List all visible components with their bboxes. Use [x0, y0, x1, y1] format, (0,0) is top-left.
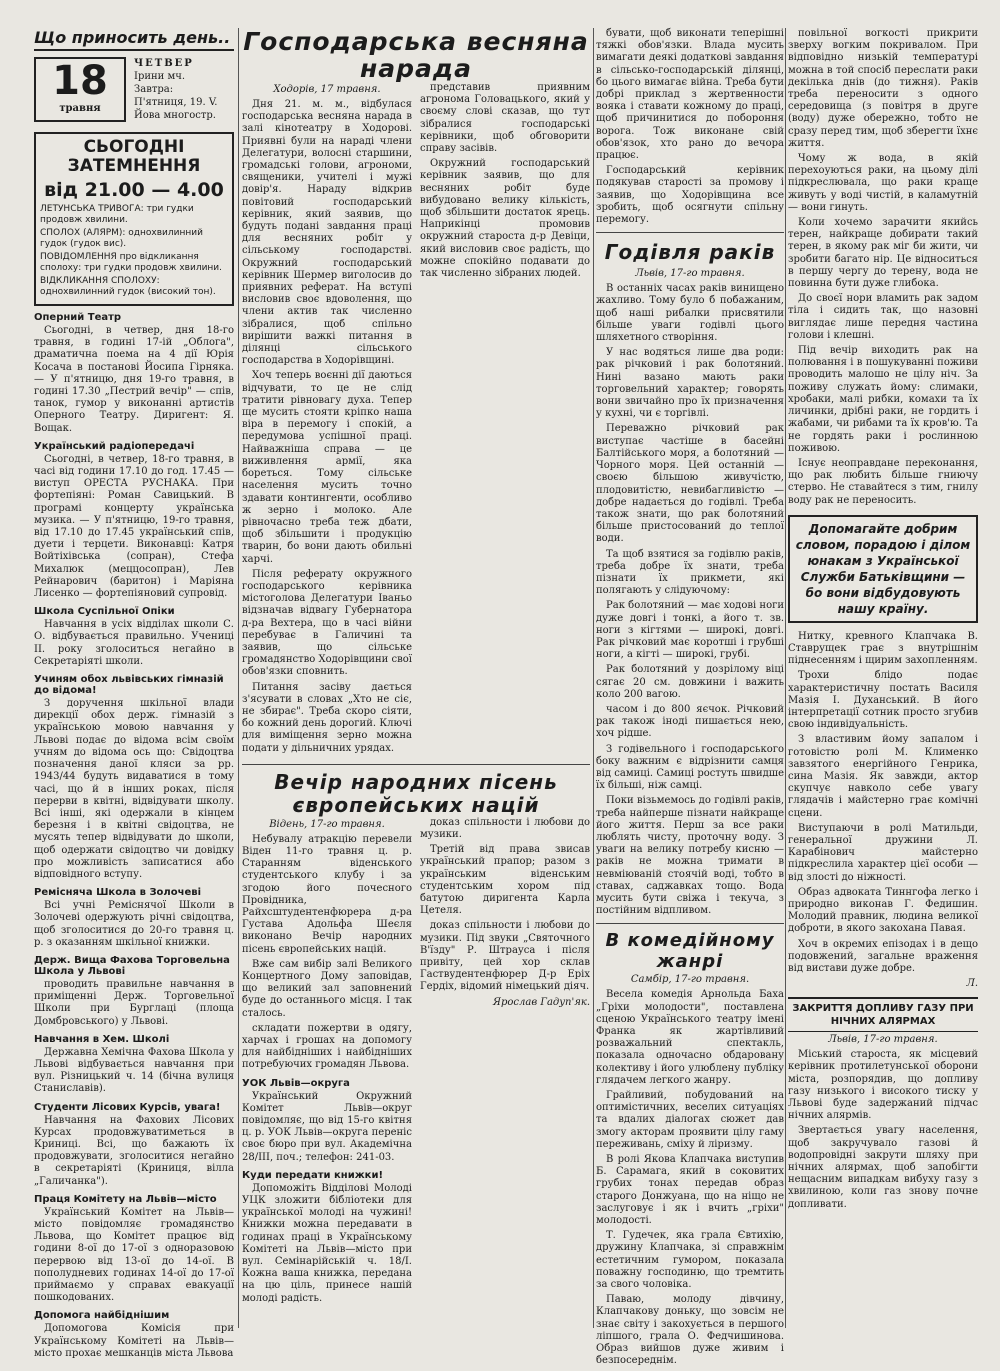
alarm-info: ПОВІДОМЛЕННЯ про відкликання сполоху: три гудки продовж хвилини. [40, 252, 223, 273]
section-title: Праця Комітету на Львів—місто [34, 1193, 217, 1205]
dateline: Львів, 17-го травня. [828, 1034, 938, 1046]
section-title: Ремісняча Школа в Золочеві [34, 887, 202, 899]
paragraph: Хоч в окремих епізодах і в дещо подовжений, загальне враження від вистави дуже добре. [788, 938, 978, 974]
divider [242, 764, 590, 765]
column-1 [34, 28, 234, 1363]
column-3 [596, 28, 784, 1371]
section-text: Сьогодні, в четвер, дня 18-го травня, в годині 17-ій „Облога", драматична поема на 4 дії Юрія Косача в постанові Йосипа Гірняка. — У п'ятницю, дня 19-го травня, в годині 17.30 „Пестрий вечір" — спів, танок, гумор у виконанні артистів Оперного Театру. Диригент: Я. Вощак. [34, 325, 234, 434]
paragraph: Український Окружний Комітет Львів—округ повідомляє, що від 15-го квітня ц. р. УОК Львів—округа переніс своє бюро при вул. Академічна 28/III, поч.; телефон: 241-03. [242, 1090, 412, 1163]
paragraph: Дня 21. м. м., відбулася господарська весняна нарада в залі кінотеатру в Ходорові. Приявні були на нараді члени Делегатури, волосні старшини, громадські голови, агрономи, священики, учителі і мужі довір'я. Нараду відкрив повітовий господарський керівник, який заявив, що будуть подані завдання праці для весняних робіт у сільському господарстві. Окружний господарський керівник Шермер виголосив до приявних реферат. На вступі висловив своє вдоволення, що члени актив так численно зібралися, щоб спільно вирішити важкі питання в ділянці сільського господарства в Ходорівщині. [242, 99, 412, 367]
paragraph: Паваю, молоду дівчину, Клапчакову доньку, що зовсім не знає світу і закохується в першого ліпшого, грала О. Федчишинова. Образ вийшов дуже живим і безпосереднім. [596, 1294, 784, 1367]
alarm-info: ВІДКЛИКАННЯ СПОЛОХУ: однохвилинний гудок (високий тон). [40, 276, 216, 297]
paragraph: Грайливий, побудований на оптимістичних, веселих ситуаціях та вдалих діалогах сюжет дав змогу акторам проявити цілу гаму переживань, сміху й ліризму. [596, 1090, 784, 1150]
divider [596, 923, 784, 924]
section-title: Учиням обох львівських гімназій до відома! [34, 674, 224, 697]
section-text: Український Комітет на Львів—місто повідомляє громадянство Львова, що Комітет працює від години 8-ої до 17-ої з одноразовою перервою від 13-ої до 14-ої. В пополудневих годинах 14-ої до 17-ої приймаємо у справах евакуації пошкодованих. [34, 1206, 234, 1304]
alarm-info: ЛЕТУНСЬКА ТРИВОГА: три гудки продовж хвилини. [40, 204, 194, 225]
paragraph: доказ спільности і любови до музики. [420, 816, 590, 840]
paragraph: повільної вогкості прикрити зверху вогким покривалом. При відповідно низькій температурі можна в той спосіб переслати раки декілька днів (до тижня). Раків треба переносити з одного середовища (з повітря в друге (воду) дуже обережно, тобто не сразу перед тим, щоб зберегти їхнє життя. [788, 28, 978, 149]
paragraph: Весела комедія Арнольда Баха „Гріхи молодости", поставлена сценою Українського театру імені Франка як жартівливий розважальний спектакль, показала одночасно обдаровану колективу і його улюблену публіку глядачем легкого жанру. [596, 989, 784, 1086]
article-subcolumn [242, 82, 412, 758]
paragraph: Господарський керівник подякував старості за промову і заявив, що Ходорівщина все зробить, щоб осягнути спільну перемогу. [596, 165, 784, 226]
article-headline: Вечір народних пісень європейських націй [274, 769, 558, 817]
paragraph: Рак болотяний — має ходові ноги дуже довгі і тонкі, а його т. зв. ноги з кігтями — широкі, довгі. Рак річковий має коротші і грубші ноги, а кігті — широкі, грубі. [596, 600, 784, 661]
paragraph: У нас водяться лише два роди: рак річковий і рак болотяний. Нині вазано мають раки торговельний характер; говорять вони звичайно про їх призначення у кухні, чи є торгівлі. [596, 347, 784, 420]
article-body [242, 817, 590, 1308]
paragraph: доказ спільности і любови до музики. Під звуки „Святочного В'їзду" Р. Штрауса і після привіту, цей хор склав Гаствудентенфюрер Д-р Еріх Гердіх, відомий німецький діяч. [420, 920, 590, 993]
article-subcolumn [420, 82, 590, 758]
paragraph: Хоч теперь воєнні дії даються відчувати, то це не слід тратити рівновагу духа. Тепер ще мусить стояти кріпко наша віра в перемогу і спокій, а передумова успішної праці. Найважніша справа — це виживлення армії, яка бореться. Тому сільське населення мусить точно здавати контингенти, особливо ж зерно і молоко. Але рівночасно треба теж дбати, щоб збільшити і продукцію тварин, бо вони дають обильні харчі. [242, 370, 412, 565]
dateline: Ходорів, 17 травня. [273, 84, 381, 95]
article-headline: Годівля раків [604, 240, 776, 265]
article-subcolumn [242, 817, 412, 1308]
dateline: Самбір, 17-го травня. [630, 974, 750, 986]
section-title: Куди передати книжки! [242, 1169, 384, 1181]
daily-header: Що приносить день.. [34, 28, 234, 51]
paragraph: Небувалу атракцію перевели Віден 11-го травня ц. р. Старанням віденського студентського клубу і за згодою його почесного Провідника, Райхсштудентенфюрера д-ра Густава Адольфа Шеєля виконано Вечір народних пісень європейських націй. [242, 833, 412, 955]
paragraph: Коли хочемо зарачити якийсь терен, найкраще добирати такий терен, в якому рак міг би жити, чи зробити багато нір. Це відноситься в першу чергу до терену, вода не повинна бути дуже глибока. [788, 217, 978, 290]
paragraph: Нитку, кревного Клапчака В. Ставрущек грає з внутрішнім піднесенням і щирим захопленням. [788, 630, 978, 667]
paragraph: Допоможіть Відділові Молоді УЦК зложити бібліотеки для української молоді на чужині! Книжки можна передавати в годинах праці в Українському Комітеті на Львів—місто при вул. Семінарійській ч. 18/I. Кожна ваша книжка, передана на цю ціль, принесе нашій молоді радість. [242, 1182, 412, 1304]
section-title: Оперний Театр [34, 312, 122, 323]
paragraph: Вже сам вибір залі Великого Концертного Дому заповідав, що великий зал заповнений буде до останнього місця. І так сталось. [242, 958, 412, 1019]
paragraph: З годівельного і господарського боку важним є відрізнити самця від самиці. Самиці ростуть швидше їх більші, ніж самці. [596, 743, 784, 792]
article-headline: Господарська весняна нарада [243, 27, 589, 83]
paragraph: Переважно річковий рак виступає частіше в басейні Балтійського моря, а болотяний — Чорного моря. Цей останній — своєю більшою живучістю, плодовитістю, невибагливістю — добре надається до годівлі. Треба також знати, що рак болотяний більше пристосований до теплої води. [596, 423, 784, 545]
section-title: УОК Львів—округа [242, 1077, 350, 1089]
section-title: Український радіопередачі [34, 440, 195, 452]
paragraph: В останніх часах раків винищено жахливо. Тому було б побажаним, щоб наші рибалки присвятили більше уваги годівлі цього шляхетного створіння. [596, 283, 784, 344]
paragraph: Окружний господарський керівник заявив, що для весняних робіт буде вибудовано велику кількість, щоб збільшити достаток ярець. Наприкінці промовив окружний староста д-р Девіци, який висловив своє радість, що можне спокійно подавати до так численно зібраних людей. [420, 158, 590, 280]
tomorrow-label: Завтра: [134, 84, 174, 95]
tomorrow-saint: Йова многостр. [134, 110, 216, 121]
section-text: Навчання в усіх відділах школи С. О. відбувається правильно. Учениці II. року зголоситься негайно в Секретаріяті школи. [34, 619, 234, 667]
paragraph: часом і до 800 яєчок. Річковий рак також іноді пишається нею, хоч рідше. [596, 703, 784, 740]
blackout-box [34, 132, 234, 306]
notice-headline: ЗАКРИТТЯ ДОПЛИВУ ГАЗУ ПРИ НІЧНИХ АЛЯРМАХ [788, 997, 978, 1032]
paragraph: Звертається увагу населення, щоб закручувало газові й водопровідні закрути шляху при нічних алярмах, щоб запобігти нещасним випадкам вибуху газу з хвилиною, коли газ знову почне допливати. [788, 1125, 978, 1210]
paragraph: Третій від права звисав український прапор; разом з українським віденським студентським хором під батутою диригента Карла Цетеля. [420, 844, 590, 917]
paragraph: До своєї нори вламить рак задом тіла і сидить так, що назовні виглядає лише передня частина голови і клешні. [788, 293, 978, 341]
column-2 [242, 28, 590, 1308]
section-title: Допомога найбіднішим [34, 1310, 170, 1322]
paragraph: Поки візьмемось до годівлі раків, треба найперше пізнати найкраще його життя. Перш за все раки люблять чисту, проточну воду. З уваги на велику потребу кисню — раків не можна тримати в невміюваній стоячій воді, тобто в ставах, саджавках тощо. Вода мусить бути свіжа і текуча, з постійним відпливом. [596, 795, 784, 917]
day-info [126, 57, 217, 122]
blackout-time: від 21.00 — 4.00 [44, 179, 224, 201]
dateline: Відень, 17-го травня. [269, 818, 385, 830]
paragraph: Трохи блідо подає характеристичну постать Василя Мазія І. Духанський. В його інтерпретації сотник просто згубив свою індивідуальність. [788, 670, 978, 731]
divider [596, 232, 784, 233]
saint: Ірини мч. [134, 71, 186, 82]
paragraph: Під вечір виходить рак на полювання і в пошукуванні поживи проводить малошо не цілу ніч. За поживу служать йому: слимаки, хробаки, малі рибки, комахи та їх личинки, дрібні раки, не гордить і жабами, чи рибами та їх кров'ю. Та не гордять раки і рослинною поживою. [788, 345, 978, 454]
section-text: Державна Хемічна Фахова Школа у Львові відбувається навчання при вул. Різницький ч. 14 (бічна вулиця Станиславів). [34, 1046, 234, 1095]
section-text: Сьогодні, в четвер, 18-го травня, в часі від години 17.10 до год. 17.45 — виступ ОРЕСТА РУСНАКА. При фортепіяні: Роман Савицький. В програмі концерту українська музика. — У п'ятницю, 19-го травня, від 17.10 до 17.45 український спів, дуети і терцети. Виконавці: Катря Войтіхівська (сопран), Стефа Михалюк (меццосопран), Лев Рейнарович (баритон) і Маріяна Лисенко — фортепіяновий супровід. [34, 453, 234, 600]
author-signature: Ярослав Гадуп'як. [492, 996, 590, 1008]
paragraph: складати пожертви в одягу, харчах і грошах на допомогу для найбідніших і найбідніших потребуючих громадян Львова. [242, 1022, 412, 1071]
blackout-title: СЬОГОДНІ ЗАТЕМНЕННЯ [67, 137, 201, 176]
day-number-box [34, 57, 126, 122]
paragraph: Міський староста, як місцевий керівник протилетунської оборони міста, розпорядив, що допливу газу низького і високого тиску у Львові буде задержаний підчас нічних алярмів. [788, 1049, 978, 1122]
dateline: Львів, 17-го травня. [635, 268, 745, 280]
paragraph: Виступаючи в ролі Матильди, генеральної дружини Л. Карабінович майстерно підкреслила характер цієї особи — від злості до ніжності. [788, 822, 978, 883]
paragraph: Рак болотяний у дозрілому віці сягає 20 см. довжини і важить коло 200 вагою. [596, 664, 784, 700]
section-text: проводить правильне навчання в приміщенні Держ. Торговельної Школи при Бурглаці (площа Домбровського) у Львові. [34, 978, 234, 1027]
column-4 [788, 28, 978, 1214]
paragraph: Існує неоправдане переконання, що рак любить більше гниючу стерво. Не ставайтеся з тим, гнилу воду рак не переносить. [788, 457, 978, 506]
author-signature: Л. [966, 978, 978, 990]
section-text: Навчання на Фахових Лісових Курсах продовжуватиметься в Криниці. Всі, що бажають їх продовжувати, зголоситися негайно в секретаріяті (Криниця, вілла „Галичанка"). [34, 1114, 234, 1187]
paragraph: Чому ж вода, в якій перехоуються раки, на цьому ділі підкреслювала, що раки краще живуть у воді чистій, в каламутній — вони гинуть. [788, 153, 978, 213]
paragraph: Образ адвоката Тиннгофа легко і природно виконав Г. Федишин. Молодий правник, людина великої доброти, в якого закохана Павая. [788, 886, 978, 935]
alarm-info: СПОЛОХ (АЛЯРМ): однохвилинний гудок (гудок вис). [40, 228, 203, 249]
paragraph: бувати, щоб виконати теперішні тяжкі обов'язки. Влада мусить вимагати деякі додаткові завдання в сільсько-господарській ділянці, бо цього вимагає війна. Треба бути добрі приклад з жертвенности вояка і ставати кожному до праці, щоб причинитися до побороння ворога. Тож виконане свій обов'язок, хто рано до вечора працює. [596, 28, 784, 162]
weekday: ЧЕТВЕР [134, 58, 194, 69]
month-label: травня [59, 103, 101, 114]
section-title: Навчання в Хем. Школі [34, 1033, 170, 1045]
section-title: Студенти Лісових Курсів, увага! [34, 1101, 221, 1113]
article-headline: В комедійному жанрі [605, 930, 775, 973]
section-text: Допомогова Комісія при Українському Комітеті на Львів—місто прохає мешканців міста Львова [34, 1323, 234, 1359]
tomorrow-day: П'ятниця, 19. V. [134, 97, 218, 108]
section-title: Держ. Вища Фахова Торговельна Школа у Львові [34, 954, 230, 977]
paragraph: Т. Гудечек, яка грала Євтихію, дружину Клапчака, зі справжнім естетичним гумором, показала поважну господиню, що тремтить за свого чоловіка. [596, 1230, 784, 1291]
article-subcolumn [420, 817, 590, 1308]
column-rule [593, 28, 594, 1328]
paragraph: Питання засіву дається з'ясувати в словах „Хто не сіє, не збирає". Треба скоро сіяти, бо кожний день дорогий. Ключі для виміщення зерно можна подати у дільничних урядах. [242, 681, 412, 754]
appeal-box: Допомагайте добрим словом, порадою і ділом юнакам з Української Служби Батьківщини — бо вони відбудовують нашу країну. [788, 515, 978, 623]
article-body [242, 82, 590, 758]
paragraph: В ролі Якова Клапчака виступив Б. Сарамага, який в соковитих грубих тонах передав образ старого Донжуана, що на ніщо не заслуговує і як і вчить „гріхи" молодості. [596, 1154, 784, 1227]
day-number: 18 [52, 58, 108, 104]
section-text: Всі учні Реміснячої Школи в Золочеві одержують річні свідоцтва, щоб зголоситися до 20-го травня ц. р. з оказанням шкільної книжки. [34, 900, 234, 948]
paragraph: представив приявним агронома Головацького, який у своєму слові сказав, що тут зібралися господарські керівники, щоб обговорити справу засівів. [420, 82, 590, 155]
paragraph: Та щоб взятися за годівлю раків, треба добре їх знати, треба пізнати їх прикмети, які полягають у слідуючому: [596, 548, 784, 597]
paragraph: З властивим йому запалом і готовістю ролі М. Клименко завзятого енергійного Генрика, сина Мазія. Як завжди, актор скупчує навколо себе увагу глядачів і майстерно грає комічні сцени. [788, 734, 978, 819]
section-text: З доручення шкільної влади дирекції обох держ. гімназій з українською мовою навчання у Львові подає до відома всім своїм учням до відома ось що: Свідоцтва позначення даної кляси за рр. 1943/44 будуть видаватися в тому часі, що й в інших роках, після перерви в квітні, відвідувати школу. Всі інші, які одержали в кінцем березня і в квітні свідоцтва, не мусять тепер відвідувати до школи, щоб одержати свідоцтво чи довідку про можливість записатися або відповідного вступу. [34, 698, 234, 880]
column-rule [785, 28, 786, 1328]
paragraph: Після реферату окружного господарського керівника містоголова Делегатури Іваньо відзначав відвагу Губернатора д-ра Вехтера, що в часі війни перебуває в Галичині та заявив, що сільське громадянство Ходорівщини свої обов'язки сповнить. [242, 568, 412, 678]
column-rule [238, 28, 239, 1328]
section-title: Школа Суспільної Опіки [34, 606, 175, 618]
date-box [34, 57, 234, 122]
